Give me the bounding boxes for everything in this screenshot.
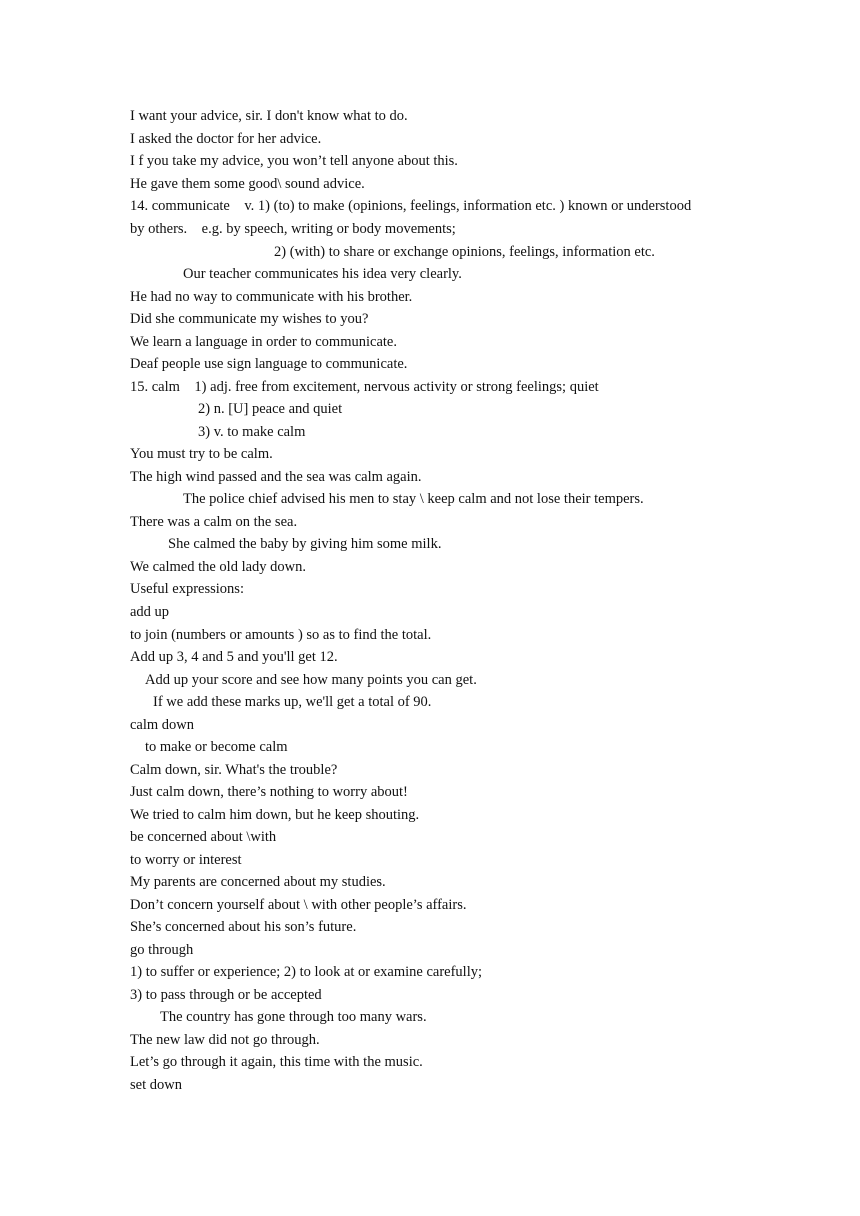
text-line: Our teacher communicates his idea very clearly. (183, 266, 462, 282)
text-line: Did she communicate my wishes to you? (130, 311, 369, 327)
text-line: 3) to pass through or be accepted (130, 987, 322, 1003)
text-line: We calmed the old lady down. (130, 559, 307, 575)
text-line: He had no way to communicate with his brother. (130, 289, 413, 305)
text-line: Useful expressions: (130, 581, 244, 597)
text-line: set down (130, 1077, 182, 1093)
text-line: Deaf people use sign language to communicate. (130, 356, 408, 372)
text-line: She calmed the baby by giving him some milk. (168, 536, 442, 552)
text-line: 2) n. [U] peace and quiet (198, 401, 343, 417)
text-line: You must try to be calm. (130, 446, 273, 462)
text-line: 15. calm 1) adj. free from excitement, nervous activity or strong feelings; quiet (130, 379, 599, 395)
text-line: Calm down, sir. What's the trouble? (130, 762, 338, 778)
text-line: 2) (with) to share or exchange opinions, feelings, information etc. (274, 244, 655, 260)
text-line: We tried to calm him down, but he keep shouting. (130, 807, 420, 823)
text-line: Don’t concern yourself about \ with other people’s affairs. (130, 897, 467, 913)
text-line: He gave them some good\ sound advice. (130, 176, 365, 192)
text-line: Let’s go through it again, this time with the music. (130, 1054, 423, 1070)
text-line: My parents are concerned about my studies. (130, 874, 386, 890)
text-line: Add up 3, 4 and 5 and you'll get 12. (130, 649, 338, 665)
text-line: be concerned about \with (130, 829, 277, 845)
text-line: The high wind passed and the sea was calm again. (130, 469, 422, 485)
text-line: Add up your score and see how many points you can get. (145, 672, 477, 688)
text-line: to make or become calm (145, 739, 288, 755)
text-line: I asked the doctor for her advice. (130, 131, 322, 147)
text-line: We learn a language in order to communicate. (130, 334, 397, 350)
text-line: I want your advice, sir. I don't know what to do. (130, 108, 408, 124)
text-line: 14. communicate v. 1) (to) to make (opinions, feelings, information etc. ) known or understood (130, 198, 692, 214)
text-line: There was a calm on the sea. (130, 514, 298, 530)
text-line: to worry or interest (130, 852, 242, 868)
text-line: go through (130, 942, 194, 958)
text-line: 1) to suffer or experience; 2) to look at or examine carefully; (130, 964, 483, 980)
text-line: I f you take my advice, you won’t tell anyone about this. (130, 153, 458, 169)
text-line: Just calm down, there’s nothing to worry about! (130, 784, 408, 800)
text-line: The police chief advised his men to stay \ keep calm and not lose their tempers. (183, 491, 644, 507)
text-line: If we add these marks up, we'll get a total of 90. (153, 694, 432, 710)
text-line: calm down (130, 717, 195, 733)
text-line: add up (130, 604, 170, 620)
text-line: by others. e.g. by speech, writing or body movements; (130, 221, 456, 237)
text-line: The new law did not go through. (130, 1032, 320, 1048)
text-line: She’s concerned about his son’s future. (130, 919, 357, 935)
text-line: to join (numbers or amounts ) so as to find the total. (130, 627, 432, 643)
text-line: The country has gone through too many wars. (160, 1009, 427, 1025)
text-line: 3) v. to make calm (198, 424, 306, 440)
